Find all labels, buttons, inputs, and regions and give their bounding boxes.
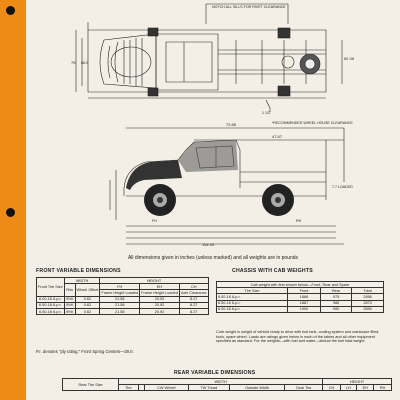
col-rim: Rim [64,284,75,296]
cell: 4½K [65,309,74,314]
col-ch: CH [323,385,341,391]
col-tw-tread: TW Tread [188,385,229,391]
col-rear-tire-size: Rear Tire Size [63,379,119,391]
cell: 1900 [288,306,321,312]
top-view [76,4,342,112]
cell: 21.58 [100,302,140,308]
rear-wheel [262,184,294,216]
col-rh: RH [374,385,392,391]
cell: 2873 [352,300,384,306]
rear-variable-table [62,378,392,391]
cell: 986 [320,300,351,306]
col-frame-height: Frame Height Loaded [101,290,139,295]
cell: 8.27 [179,308,208,314]
col-front: Front [288,288,321,294]
chassis-weights-title: CHASSIS WITH CAB WEIGHTS [232,268,313,274]
cell: 0.62 [75,296,100,302]
front-variable-footnote: P.r. denotes "ply rating." Front Spring Centers—29.0. [36,349,134,354]
punch-hole [6,6,15,15]
cell: 4½K [65,303,74,308]
table-row [37,308,209,314]
cell: 6.50-16 6-p.r. [37,302,65,308]
sub-ch: CH [179,284,208,290]
cell: 0.62 [75,308,100,314]
dim-side-top: 72.85 [226,122,237,127]
front-wheel [144,184,176,216]
col-front-tire-size: Front Tire Size [37,278,65,297]
dim-side-loaded: 7.7 LOADED [332,185,353,189]
col-cw-wheel: CW Wheel [144,385,188,391]
cell: 2855 [352,294,384,300]
dim-bottom-a: 1 1/2 [262,111,270,115]
dim-side-mid: 47.57 [272,134,283,139]
group-height: HEIGHT [323,379,392,385]
col-axle-clearance: Axle Clearance [180,290,207,295]
sub-fh: FH [100,284,140,290]
col-frame-height: Frame Height Loaded [141,290,178,295]
front-variable-table [36,277,209,315]
wheelhouse-label: *RECOMMENDED WHEEL HOUSE CLEARANCE [272,121,353,125]
cell: 4½K [65,297,74,302]
punch-hole [6,208,15,217]
table-row [217,306,384,312]
cell: 975 [320,294,351,300]
cell: 2890 [352,306,384,312]
col-lh: LH [340,385,356,391]
col-wheel-offset: Wheel Offset [75,284,100,296]
group-height: HEIGHT [100,278,208,284]
dim-side-bottom: 115.43 [202,242,214,247]
notch-label: NOTCH ALL SILLS FOR RIVET CLEARANCE [212,5,286,9]
chassis-drawing [26,0,400,248]
dim-left-a: 75 [71,60,76,65]
col-total: Total [352,288,384,294]
cell: 20.92 [140,296,180,302]
cell: 8.27 [179,302,208,308]
front-variable-title: FRONT VARIABLE DIMENSIONS [36,268,121,274]
col-eh: EH [357,385,374,391]
col-tire: Tire [119,385,139,391]
cell: 20.92 [140,308,180,314]
col-outside-width: Outside Width [229,385,285,391]
cell: 1866 [288,294,321,300]
sub-eh: EH [140,284,180,290]
cab-body [178,140,238,172]
chassis-weights-note: Curb weight is weight of vehicle ready to drive with fuel tank, cooling system and crankcase filled, tools, spare wheel. Loads are ratings given below in each of the tables and all other equipment specified as standard. For the weights—with fuel and water—deduct the fuel total weight. [216,330,380,344]
dim-left-b: 68.0 [81,61,88,65]
cell: 6.50-16 6-p.r. [37,308,65,314]
rear-variable-title: REAR VARIABLE DIMENSIONS [174,370,256,376]
cell: 6.00-16 6-p.r. [217,306,288,312]
chassis-weights-table [216,281,384,313]
dim-side-rh: RH [296,219,302,223]
units-note: All dimensions given in inches (unless marked) and all weights are in pounds [127,255,299,261]
group-width: WIDTH [64,278,100,284]
cell: 1887 [288,300,321,306]
col-tire-size: Tire Size [217,288,288,294]
col-dual-tire: Dual Tire [285,385,323,391]
dim-side-fh: FH [152,219,157,223]
cell: 990 [320,306,351,312]
cell: 6.00-16 6-p.r. [37,296,65,302]
cell: 8.27 [179,296,208,302]
cell: 21.58 [100,296,140,302]
group-width: WIDTH [119,379,323,385]
cell: 6.50-16 6-p.r. [217,300,288,306]
dim-right-a: 69 1/8 [344,57,354,61]
cell: 20.92 [140,302,180,308]
cell: 6.00-16 6-p.r. [217,294,288,300]
cell: 21.58 [100,308,140,314]
spec-sheet [26,0,400,400]
chassis-weights-caption: Cab weight with first shown below—Front, Rear and Spare [217,282,384,288]
cell: 0.62 [75,302,100,308]
col-rear: Rear [320,288,351,294]
